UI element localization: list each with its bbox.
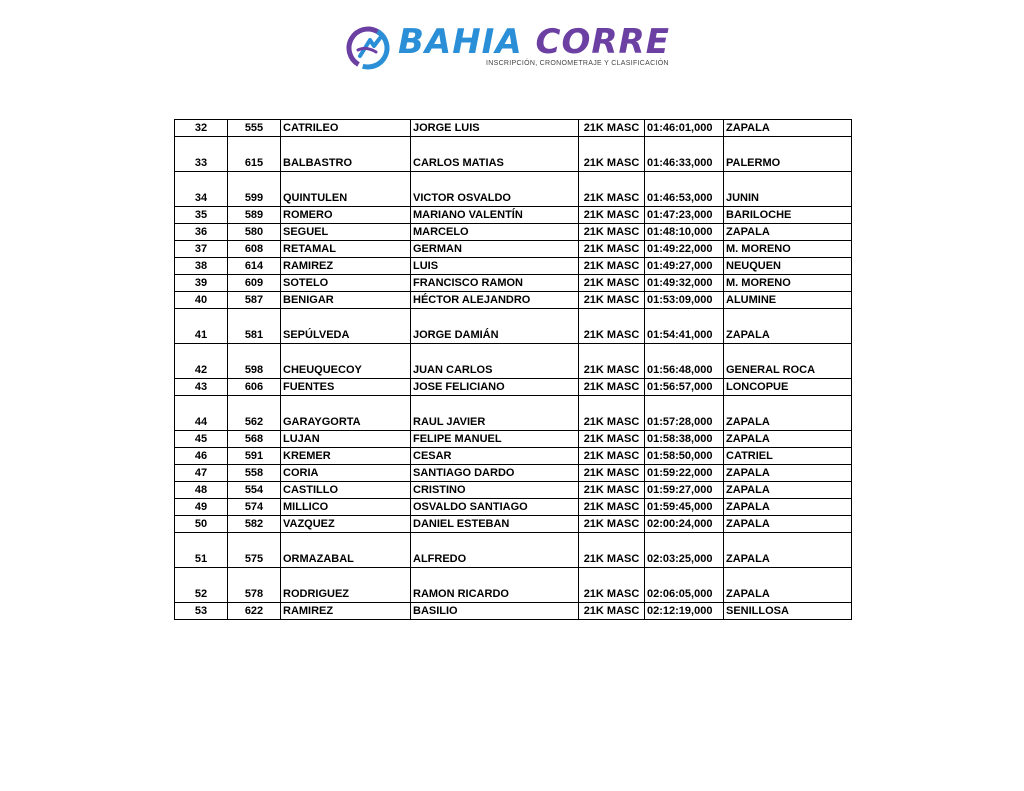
time-cell: 01:59:22,000 (645, 465, 724, 482)
city-cell: ZAPALA (724, 309, 852, 344)
surname-cell: ROMERO (281, 207, 411, 224)
first-name-cell: ALFREDO (411, 533, 579, 568)
category-cell: 21K MASC (579, 120, 645, 137)
city-cell: ZAPALA (724, 499, 852, 516)
first-name-cell: JORGE LUIS (411, 120, 579, 137)
position-cell: 42 (175, 344, 228, 379)
category-cell: 21K MASC (579, 603, 645, 620)
city-cell: ZAPALA (724, 516, 852, 533)
city-cell: JUNIN (724, 172, 852, 207)
bib-number-cell: 587 (228, 292, 281, 309)
table-row (175, 258, 852, 275)
city-cell: PALERMO (724, 137, 852, 172)
table-row (175, 344, 852, 379)
time-cell: 01:46:53,000 (645, 172, 724, 207)
category-cell: 21K MASC (579, 292, 645, 309)
position-cell: 32 (175, 120, 228, 137)
time-cell: 02:03:25,000 (645, 533, 724, 568)
first-name-cell: JOSE FELICIANO (411, 379, 579, 396)
surname-cell: CATRILEO (281, 120, 411, 137)
bib-number-cell: 598 (228, 344, 281, 379)
first-name-cell: MARIANO VALENTÍN (411, 207, 579, 224)
city-cell: M. MORENO (724, 241, 852, 258)
first-name-cell: BASILIO (411, 603, 579, 620)
position-cell: 33 (175, 137, 228, 172)
position-cell: 52 (175, 568, 228, 603)
surname-cell: SOTELO (281, 275, 411, 292)
bib-number-cell: 589 (228, 207, 281, 224)
position-cell: 38 (175, 258, 228, 275)
surname-cell: VAZQUEZ (281, 516, 411, 533)
category-cell: 21K MASC (579, 396, 645, 431)
city-cell: ZAPALA (724, 465, 852, 482)
category-cell: 21K MASC (579, 224, 645, 241)
category-cell: 21K MASC (579, 533, 645, 568)
city-cell: ALUMINE (724, 292, 852, 309)
city-cell: BARILOCHE (724, 207, 852, 224)
first-name-cell: FELIPE MANUEL (411, 431, 579, 448)
category-cell: 21K MASC (579, 568, 645, 603)
table-row (175, 309, 852, 344)
city-cell: ZAPALA (724, 396, 852, 431)
bib-number-cell: 578 (228, 568, 281, 603)
first-name-cell: CESAR (411, 448, 579, 465)
city-cell: GENERAL ROCA (724, 344, 852, 379)
category-cell: 21K MASC (579, 241, 645, 258)
bib-number-cell: 554 (228, 482, 281, 499)
city-cell: ZAPALA (724, 482, 852, 499)
city-cell: ZAPALA (724, 568, 852, 603)
brand-tagline: INSCRIPCIÓN, CRONOMETRAJE Y CLASIFICACIÓN (486, 60, 669, 67)
city-cell: M. MORENO (724, 275, 852, 292)
table-row (175, 568, 852, 603)
surname-cell: QUINTULEN (281, 172, 411, 207)
table-row (175, 499, 852, 516)
table-row (175, 120, 852, 137)
bib-number-cell: 575 (228, 533, 281, 568)
first-name-cell: CRISTINO (411, 482, 579, 499)
bib-number-cell: 622 (228, 603, 281, 620)
category-cell: 21K MASC (579, 482, 645, 499)
table-row (175, 224, 852, 241)
bib-number-cell: 599 (228, 172, 281, 207)
table-row (175, 603, 852, 620)
category-cell: 21K MASC (579, 448, 645, 465)
bib-number-cell: 562 (228, 396, 281, 431)
first-name-cell: JUAN CARLOS (411, 344, 579, 379)
time-cell: 01:54:41,000 (645, 309, 724, 344)
position-cell: 36 (175, 224, 228, 241)
position-cell: 46 (175, 448, 228, 465)
category-cell: 21K MASC (579, 516, 645, 533)
bib-number-cell: 615 (228, 137, 281, 172)
time-cell: 01:49:27,000 (645, 258, 724, 275)
city-cell: ZAPALA (724, 224, 852, 241)
time-cell: 01:56:48,000 (645, 344, 724, 379)
category-cell: 21K MASC (579, 275, 645, 292)
time-cell: 01:56:57,000 (645, 379, 724, 396)
position-cell: 50 (175, 516, 228, 533)
bib-number-cell: 558 (228, 465, 281, 482)
surname-cell: BENIGAR (281, 292, 411, 309)
position-cell: 47 (175, 465, 228, 482)
time-cell: 01:49:32,000 (645, 275, 724, 292)
surname-cell: SEGUEL (281, 224, 411, 241)
first-name-cell: DANIEL ESTEBAN (411, 516, 579, 533)
city-cell: SENILLOSA (724, 603, 852, 620)
city-cell: CATRIEL (724, 448, 852, 465)
city-cell: LONCOPUE (724, 379, 852, 396)
first-name-cell: OSVALDO SANTIAGO (411, 499, 579, 516)
time-cell: 02:12:19,000 (645, 603, 724, 620)
time-cell: 01:49:22,000 (645, 241, 724, 258)
position-cell: 51 (175, 533, 228, 568)
table-row (175, 292, 852, 309)
bib-number-cell: 591 (228, 448, 281, 465)
bib-number-cell: 582 (228, 516, 281, 533)
position-cell: 40 (175, 292, 228, 309)
table-row (175, 207, 852, 224)
position-cell: 48 (175, 482, 228, 499)
brand-word-1: BAHIA (398, 22, 523, 62)
brand-logo (346, 24, 686, 74)
brand-wordmark (398, 22, 670, 62)
bib-number-cell: 555 (228, 120, 281, 137)
surname-cell: RAMIREZ (281, 258, 411, 275)
bib-number-cell: 580 (228, 224, 281, 241)
category-cell: 21K MASC (579, 465, 645, 482)
time-cell: 01:58:38,000 (645, 431, 724, 448)
table-row (175, 241, 852, 258)
category-cell: 21K MASC (579, 207, 645, 224)
first-name-cell: VICTOR OSVALDO (411, 172, 579, 207)
time-cell: 02:06:05,000 (645, 568, 724, 603)
surname-cell: RETAMAL (281, 241, 411, 258)
surname-cell: RAMIREZ (281, 603, 411, 620)
position-cell: 39 (175, 275, 228, 292)
time-cell: 01:57:28,000 (645, 396, 724, 431)
surname-cell: MILLICO (281, 499, 411, 516)
results-body (175, 120, 852, 620)
category-cell: 21K MASC (579, 499, 645, 516)
first-name-cell: GERMAN (411, 241, 579, 258)
first-name-cell: SANTIAGO DARDO (411, 465, 579, 482)
position-cell: 43 (175, 379, 228, 396)
time-cell: 01:47:23,000 (645, 207, 724, 224)
table-row (175, 482, 852, 499)
position-cell: 45 (175, 431, 228, 448)
time-cell: 01:58:50,000 (645, 448, 724, 465)
bib-number-cell: 608 (228, 241, 281, 258)
first-name-cell: FRANCISCO RAMON (411, 275, 579, 292)
first-name-cell: MARCELO (411, 224, 579, 241)
time-cell: 01:48:10,000 (645, 224, 724, 241)
surname-cell: KREMER (281, 448, 411, 465)
surname-cell: ORMAZABAL (281, 533, 411, 568)
time-cell: 01:46:01,000 (645, 120, 724, 137)
results-table (174, 119, 852, 620)
category-cell: 21K MASC (579, 309, 645, 344)
bib-number-cell: 581 (228, 309, 281, 344)
first-name-cell: RAMON RICARDO (411, 568, 579, 603)
position-cell: 37 (175, 241, 228, 258)
position-cell: 49 (175, 499, 228, 516)
category-cell: 21K MASC (579, 172, 645, 207)
table-row (175, 275, 852, 292)
bib-number-cell: 568 (228, 431, 281, 448)
surname-cell: RODRIGUEZ (281, 568, 411, 603)
first-name-cell: JORGE DAMIÁN (411, 309, 579, 344)
table-row (175, 431, 852, 448)
surname-cell: BALBASTRO (281, 137, 411, 172)
surname-cell: CHEUQUECOY (281, 344, 411, 379)
surname-cell: CASTILLO (281, 482, 411, 499)
table-row (175, 172, 852, 207)
bib-number-cell: 606 (228, 379, 281, 396)
bib-number-cell: 614 (228, 258, 281, 275)
table-row (175, 137, 852, 172)
surname-cell: FUENTES (281, 379, 411, 396)
category-cell: 21K MASC (579, 137, 645, 172)
time-cell: 01:53:09,000 (645, 292, 724, 309)
table-row (175, 533, 852, 568)
position-cell: 34 (175, 172, 228, 207)
runner-swoosh-icon (346, 26, 390, 70)
category-cell: 21K MASC (579, 379, 645, 396)
surname-cell: LUJAN (281, 431, 411, 448)
table-row (175, 448, 852, 465)
first-name-cell: LUIS (411, 258, 579, 275)
time-cell: 01:46:33,000 (645, 137, 724, 172)
first-name-cell: RAUL JAVIER (411, 396, 579, 431)
position-cell: 53 (175, 603, 228, 620)
surname-cell: SEPÚLVEDA (281, 309, 411, 344)
table-row (175, 379, 852, 396)
first-name-cell: CARLOS MATIAS (411, 137, 579, 172)
category-cell: 21K MASC (579, 344, 645, 379)
time-cell: 01:59:27,000 (645, 482, 724, 499)
surname-cell: GARAYGORTA (281, 396, 411, 431)
table-row (175, 465, 852, 482)
brand-word-2: CORRE (535, 22, 670, 62)
table-row (175, 396, 852, 431)
table-row (175, 516, 852, 533)
bib-number-cell: 574 (228, 499, 281, 516)
position-cell: 41 (175, 309, 228, 344)
category-cell: 21K MASC (579, 431, 645, 448)
first-name-cell: HÉCTOR ALEJANDRO (411, 292, 579, 309)
city-cell: NEUQUEN (724, 258, 852, 275)
city-cell: ZAPALA (724, 120, 852, 137)
position-cell: 35 (175, 207, 228, 224)
city-cell: ZAPALA (724, 431, 852, 448)
city-cell: ZAPALA (724, 533, 852, 568)
time-cell: 02:00:24,000 (645, 516, 724, 533)
time-cell: 01:59:45,000 (645, 499, 724, 516)
category-cell: 21K MASC (579, 258, 645, 275)
bib-number-cell: 609 (228, 275, 281, 292)
surname-cell: CORIA (281, 465, 411, 482)
position-cell: 44 (175, 396, 228, 431)
